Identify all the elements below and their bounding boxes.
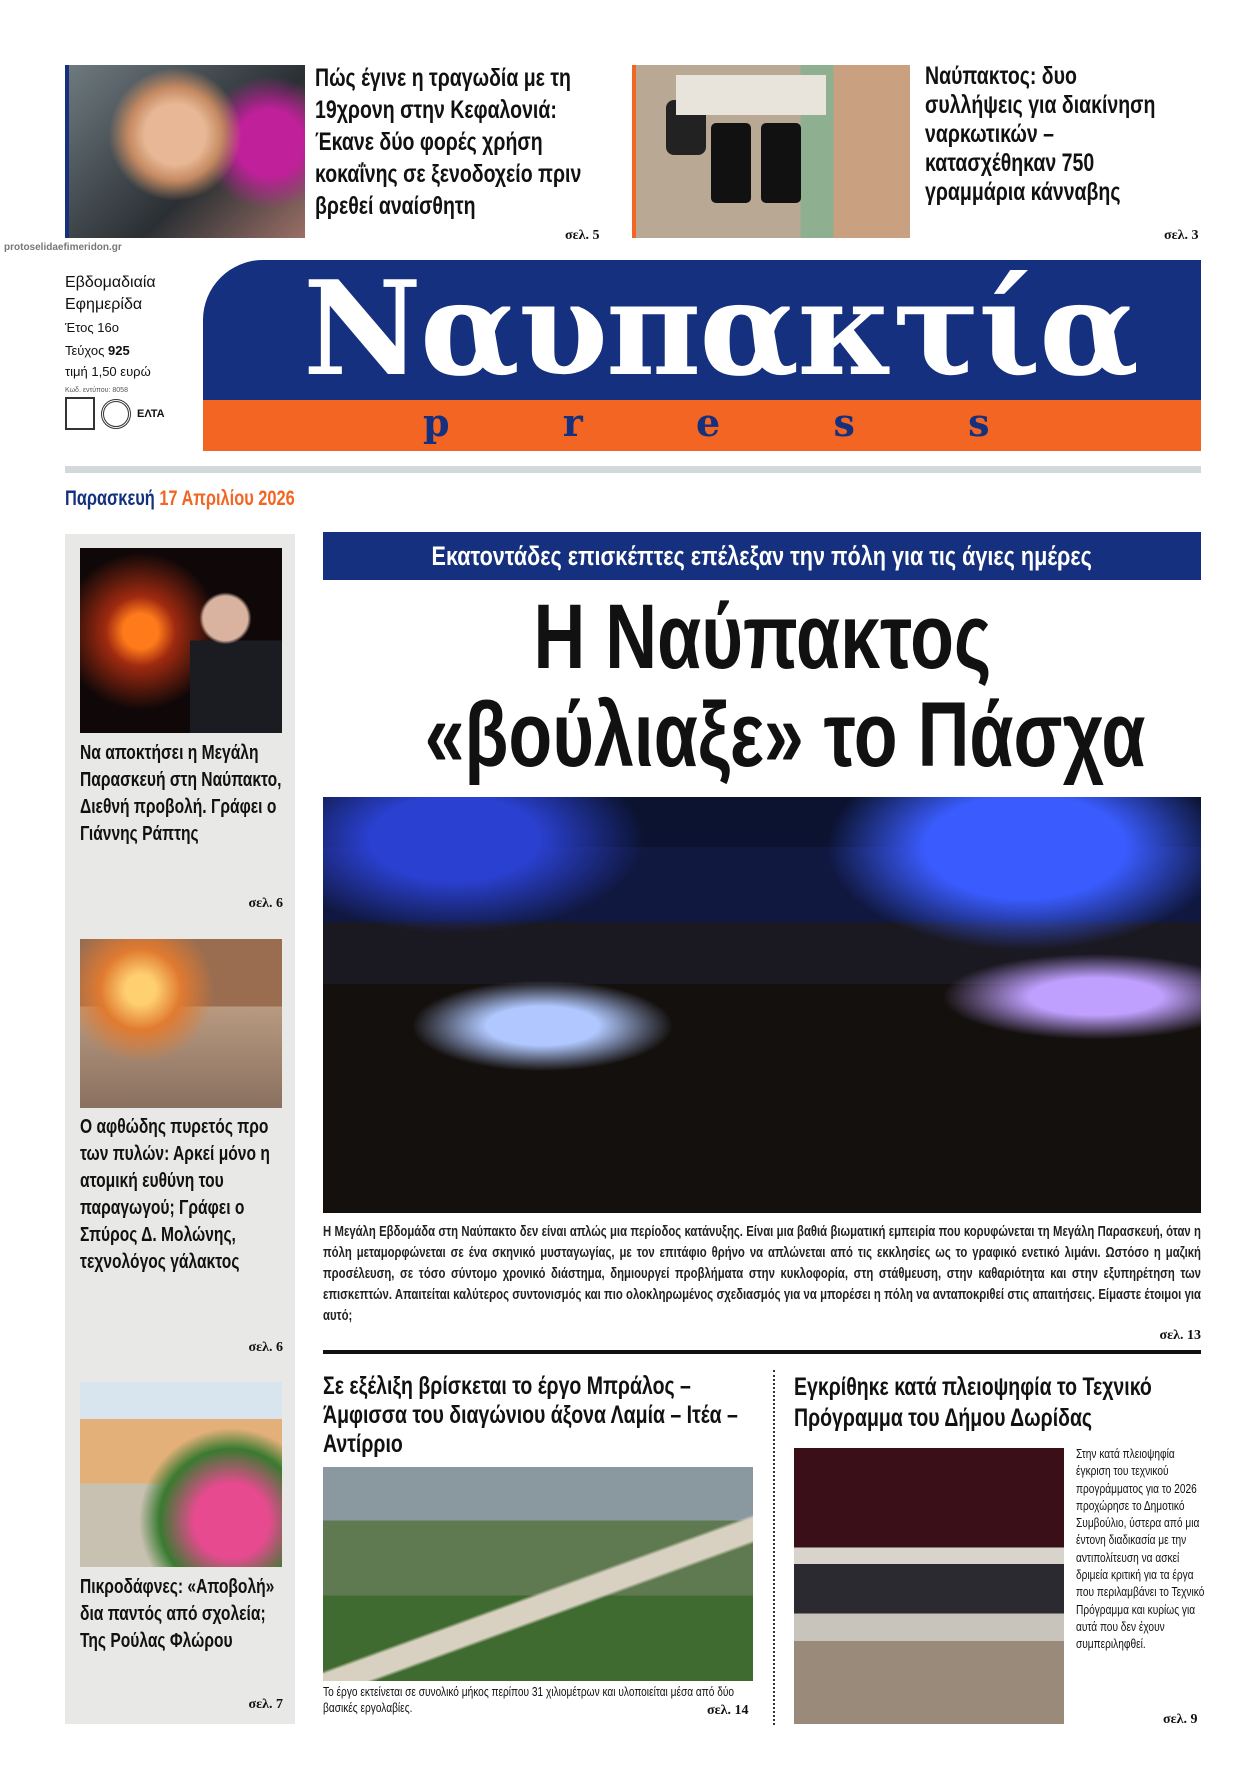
divider [65,466,1201,473]
page-ref: σελ. 3 [1164,228,1199,243]
headline-line-2: «βούλιαξε» το Πάσχα [424,684,1146,786]
council-photo[interactable] [794,1448,1064,1724]
bottom-story-2-headline[interactable] [794,1372,1201,1434]
body-text: Στην κατά πλειοψηφία έγκριση του τεχνικού προγράμματος για το 2026 προχώρησε το Δημοτικό Συμβούλιο, ύστερα από μια έντονη διαδικασία με την αντιπολίτευση να ασκεί δριμεία κριτική για τα έργα που περιλαμβάνει το Τεχνικό Πρόγραμμα και κυρίως για αυτά που δεν έχουν συμπεριληφθεί. [1076,1446,1205,1652]
headline-text: Σε εξέλιξη βρίσκεται το έργο Μπράλος – Άμφισσα του διαγώνιου άξονα Λαμία – Ιτέα – Αντίρριο [323,1372,738,1458]
page-ref: σελ. 13 [1159,1328,1201,1343]
issue-date [65,484,465,513]
headline-text: Ναύπακτος: δυο συλλήψεις για διακίνηση ναρκωτικών – κατασχέθηκαν 750 γραμμάρια κάνναβης [925,62,1156,206]
top-story-headline-1[interactable] [315,62,615,222]
bottom-story-2-body [1076,1445,1206,1653]
sidebar [65,534,295,1724]
paper-type: Εφημερίδα [65,296,143,313]
body-text: Το έργο εκτείνεται σε συνολικό μήκος περίπου 31 χιλιομέτρων και υλοποιείται μέσα από δύο βασικές εργολαβίες. [323,1684,735,1715]
page-ref: σελ. 7 [248,1697,283,1712]
paper-type: Εβδομαδιαία [65,274,156,291]
issue-label: Τεύχος [65,343,105,358]
bottom-story-1-headline[interactable] [323,1372,753,1459]
sidebar-item-3[interactable] [80,1574,285,1655]
headline-text: Πικροδάφνες: «Αποβολή» δια παντός από σχολεία; Της Ρούλας Φλώρου [80,1576,275,1652]
date-value: 17 Απριλίου 2026 [159,487,295,510]
year: Έτος 16ο [65,320,119,335]
page-ref: σελ. 14 [707,1703,749,1718]
headline-text: Ο αφθώδης πυρετός προ των πυλών: Αρκεί μόνο η ατομική ευθύνη του παραγωγού; Γράφει ο Σπύρος Δ. Μολώνης, τεχνολόγος γάλακτος [80,1116,270,1273]
issue-number: 925 [108,343,130,358]
photo-detail [711,123,751,203]
sidebar-photo-raptis[interactable] [80,548,282,733]
headline-text: Εγκρίθηκε κατά πλειοψηφία το Τεχνικό Πρόγραμμα του Δήμου Δωρίδας [794,1373,1152,1432]
headline-text: Να αποκτήσει η Μεγάλη Παρασκευή στη Ναύπακτο, Διεθνή προβολή. Γράφει ο Γιάννης Ράπτης [80,742,282,845]
sidebar-photo-sheep[interactable] [80,939,282,1108]
column-divider [773,1370,775,1725]
print-code: Κωδ. εντύπου: 8058 [65,387,128,394]
page-ref: σελ. 9 [1163,1712,1198,1727]
date-day: Παρασκευή [65,487,155,510]
lead-kicker[interactable] [323,532,1201,580]
masthead-logo[interactable] [203,260,1201,451]
sidebar-photo-oleander[interactable] [80,1382,282,1567]
elta-logo: ΕΛΤΑ [137,407,165,420]
masthead-info [65,272,195,430]
road-photo[interactable] [323,1467,753,1681]
lead-photo-epitaphios[interactable] [323,797,1201,1213]
price: τιμή 1,50 ευρώ [65,364,151,379]
page-ref: σελ. 6 [248,896,283,911]
story-photo-kefalonia[interactable] [65,65,305,238]
masthead-subtitle: p r e s s [423,400,990,445]
page-ref: σελ. 5 [565,228,600,243]
seal-icon [101,399,131,429]
top-story-headline-2[interactable] [925,62,1165,207]
headline-text: Πώς έγινε η τραγωδία με τη 19χρονη στην Κεφαλονιά: Έκανε δύο φορές χρήση κοκαΐνης σε ξενοδοχείο πριν βρεθεί αναίσθητη [315,64,582,220]
lead-headline[interactable] [323,588,1201,786]
sidebar-item-1[interactable] [80,740,285,848]
masthead-title: Ναυπακτία [303,260,1138,405]
page-ref: σελ. 6 [248,1340,283,1355]
lead-body [323,1222,1201,1327]
body-text: Η Μεγάλη Εβδομάδα στη Ναύπακτο δεν είναι απλώς μια περίοδος κατάνυξης. Είναι μια βαθιά βιωματική εμπειρία που κορυφώνεται τη Μεγάλη Παρασκευή, όταν η πόλη μεταμορφώνεται σε ένα σκηνικό μυσταγωγίας, με τον επιτάφιο θρήνο να απλώνεται από τις εκκλησίες ως το γραφικό ενετικό λιμάνι. Ωστόσο η μαζική προσέλευση, σε τόσο σύντομο χρονικό διάστημα, δημιουργεί προβλήματα στην κυκλοφορία, στη στάθμευση, στην καθαριότητα και στην εξυπηρέτηση των επισκεπτών. Απαιτείται καλύτερος συντονισμός και πιο ολοκληρωμένος σχεδιασμός για να μπορέσει η πόλη να ανταποκριθεί στις απαιτήσεις. Είμαστε έτοιμοι για αυτό; [323,1224,1201,1324]
kicker-text: Εκατοντάδες επισκέπτες επέλεξαν την πόλη για τις άγιες ημέρες [431,541,1093,571]
story-photo-drugs[interactable] [632,65,910,238]
photo-detail [761,123,801,203]
source-watermark: protoselidaefimeridon.gr [4,242,122,253]
sidebar-item-2[interactable] [80,1114,285,1276]
bottom-story-1-body [323,1684,753,1716]
section-rule [323,1350,1201,1354]
photo-detail [676,75,826,115]
headline-line-1: Η Ναύπακτος [533,586,991,688]
postage-stamp-icon [65,397,95,430]
